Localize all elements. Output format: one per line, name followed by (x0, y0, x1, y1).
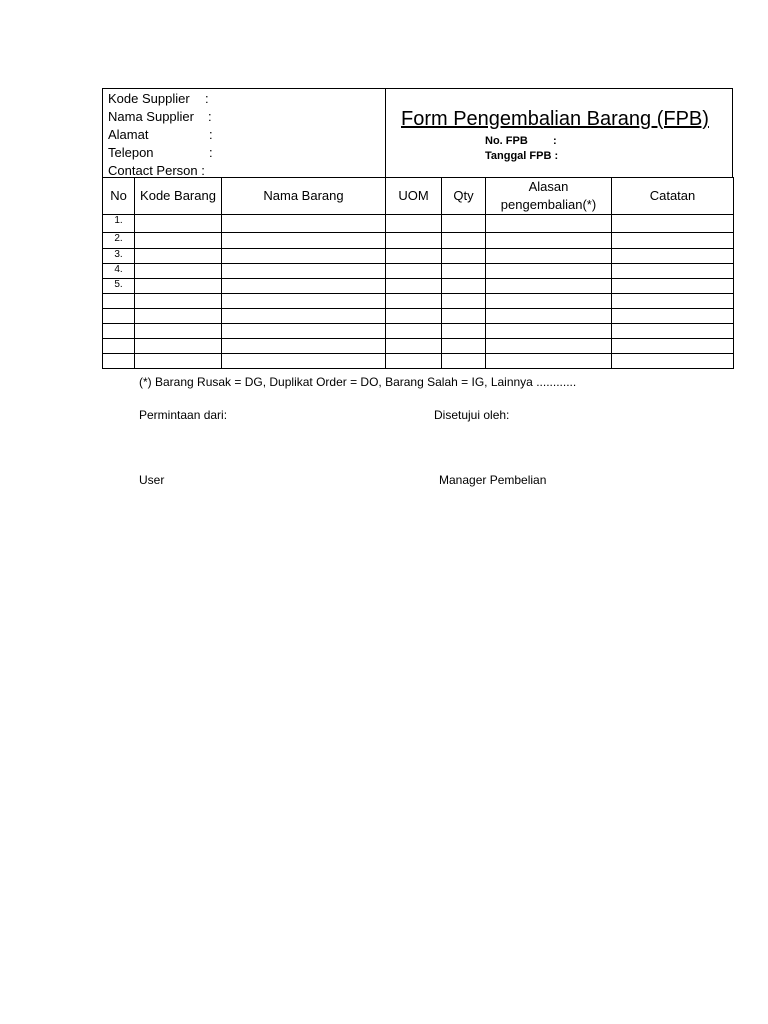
reason-code-note: (*) Barang Rusak = DG, Duplikat Order = DO, Barang Salah = IG, Lainnya ............ (139, 375, 577, 389)
cell-item-name[interactable] (222, 324, 386, 339)
supplier-name-label: Nama Supplier (108, 109, 194, 124)
cell-uom[interactable] (386, 264, 442, 279)
form-title-block (386, 89, 732, 177)
cell-qty[interactable] (442, 339, 486, 354)
form-header (102, 88, 733, 178)
cell-item-code[interactable] (135, 294, 222, 309)
table-row (103, 339, 734, 354)
cell-qty[interactable] (442, 309, 486, 324)
cell-item-name[interactable] (222, 279, 386, 294)
cell-item-code[interactable] (135, 279, 222, 294)
cell-notes[interactable] (612, 279, 734, 294)
cell-no (103, 339, 135, 354)
form-title: Form Pengembalian Barang (FPB) (401, 108, 709, 130)
fpb-date-label: Tanggal FPB : (485, 150, 559, 162)
cell-notes[interactable] (612, 294, 734, 309)
fpb-number-label: No. FPB (485, 135, 528, 147)
cell-notes[interactable] (612, 215, 734, 233)
supplier-info (103, 89, 386, 177)
cell-no: 2. (103, 233, 135, 249)
col-header-no: No (103, 178, 135, 215)
address-field[interactable] (108, 126, 385, 144)
cell-item-name[interactable] (222, 215, 386, 233)
cell-item-code[interactable] (135, 309, 222, 324)
table-row (103, 279, 734, 294)
cell-no (103, 294, 135, 309)
cell-uom[interactable] (386, 294, 442, 309)
cell-uom[interactable] (386, 354, 442, 369)
cell-qty[interactable] (442, 264, 486, 279)
table-row (103, 354, 734, 369)
cell-no (103, 324, 135, 339)
table-row (103, 215, 734, 233)
cell-item-code[interactable] (135, 249, 222, 264)
col-header-return-reason: Alasan pengembalian(*) (486, 178, 612, 215)
cell-qty[interactable] (442, 324, 486, 339)
cell-item-name[interactable] (222, 294, 386, 309)
table-row (103, 233, 734, 249)
contact-person-field[interactable] (108, 162, 385, 180)
cell-notes[interactable] (612, 309, 734, 324)
cell-notes[interactable] (612, 264, 734, 279)
cell-item-code[interactable] (135, 339, 222, 354)
contact-person-label: Contact Person : (108, 163, 205, 178)
cell-return-reason[interactable] (486, 233, 612, 249)
table-row (103, 264, 734, 279)
cell-item-code[interactable] (135, 233, 222, 249)
cell-return-reason[interactable] (486, 339, 612, 354)
cell-item-name[interactable] (222, 354, 386, 369)
cell-notes[interactable] (612, 339, 734, 354)
cell-item-name[interactable] (222, 233, 386, 249)
table-row (103, 249, 734, 264)
request-from-label: Permintaan dari: (139, 408, 228, 422)
cell-uom[interactable] (386, 339, 442, 354)
approved-by-label: Disetujui oleh: (434, 408, 510, 422)
cell-qty[interactable] (442, 249, 486, 264)
cell-item-name[interactable] (222, 309, 386, 324)
supplier-code-colon: : (205, 91, 209, 106)
cell-uom[interactable] (386, 309, 442, 324)
fpb-number-colon: : (553, 135, 557, 147)
cell-uom[interactable] (386, 233, 442, 249)
supplier-name-colon: : (208, 109, 212, 124)
col-header-item-name: Nama Barang (222, 178, 386, 215)
cell-return-reason[interactable] (486, 249, 612, 264)
supplier-code-field[interactable] (108, 90, 385, 108)
col-header-item-code: Kode Barang (135, 178, 222, 215)
table-header-row (103, 178, 734, 215)
cell-return-reason[interactable] (486, 324, 612, 339)
table-row (103, 294, 734, 309)
cell-item-code[interactable] (135, 354, 222, 369)
items-table (102, 177, 734, 369)
col-header-qty: Qty (442, 178, 486, 215)
cell-item-code[interactable] (135, 324, 222, 339)
cell-qty[interactable] (442, 233, 486, 249)
supplier-name-field[interactable] (108, 108, 385, 126)
col-header-notes: Catatan (612, 178, 734, 215)
cell-return-reason[interactable] (486, 354, 612, 369)
cell-no (103, 354, 135, 369)
address-label: Alamat (108, 127, 149, 142)
cell-notes[interactable] (612, 249, 734, 264)
col-header-uom: UOM (386, 178, 442, 215)
supplier-code-label: Kode Supplier (108, 91, 190, 106)
phone-label: Telepon (108, 145, 154, 160)
return-goods-form (102, 88, 733, 369)
cell-no: 1. (103, 215, 135, 233)
cell-no: 4. (103, 264, 135, 279)
items-table-body (103, 215, 734, 369)
cell-item-name[interactable] (222, 339, 386, 354)
cell-item-name[interactable] (222, 249, 386, 264)
cell-no: 3. (103, 249, 135, 264)
cell-return-reason[interactable] (486, 294, 612, 309)
requester-role: User (139, 473, 165, 487)
approver-role: Manager Pembelian (439, 473, 547, 487)
cell-qty[interactable] (442, 354, 486, 369)
cell-item-name[interactable] (222, 264, 386, 279)
cell-item-code[interactable] (135, 264, 222, 279)
cell-return-reason[interactable] (486, 215, 612, 233)
cell-item-code[interactable] (135, 215, 222, 233)
cell-uom[interactable] (386, 215, 442, 233)
cell-return-reason[interactable] (486, 309, 612, 324)
cell-uom[interactable] (386, 279, 442, 294)
table-row (103, 324, 734, 339)
cell-qty[interactable] (442, 294, 486, 309)
cell-notes[interactable] (612, 354, 734, 369)
cell-qty[interactable] (442, 215, 486, 233)
cell-notes[interactable] (612, 324, 734, 339)
cell-no: 5. (103, 279, 135, 294)
cell-uom[interactable] (386, 324, 442, 339)
cell-notes[interactable] (612, 233, 734, 249)
phone-colon: : (209, 145, 213, 160)
cell-no (103, 309, 135, 324)
address-colon: : (209, 127, 213, 142)
cell-return-reason[interactable] (486, 279, 612, 294)
phone-field[interactable] (108, 144, 385, 162)
table-row (103, 309, 734, 324)
cell-uom[interactable] (386, 249, 442, 264)
cell-qty[interactable] (442, 279, 486, 294)
cell-return-reason[interactable] (486, 264, 612, 279)
